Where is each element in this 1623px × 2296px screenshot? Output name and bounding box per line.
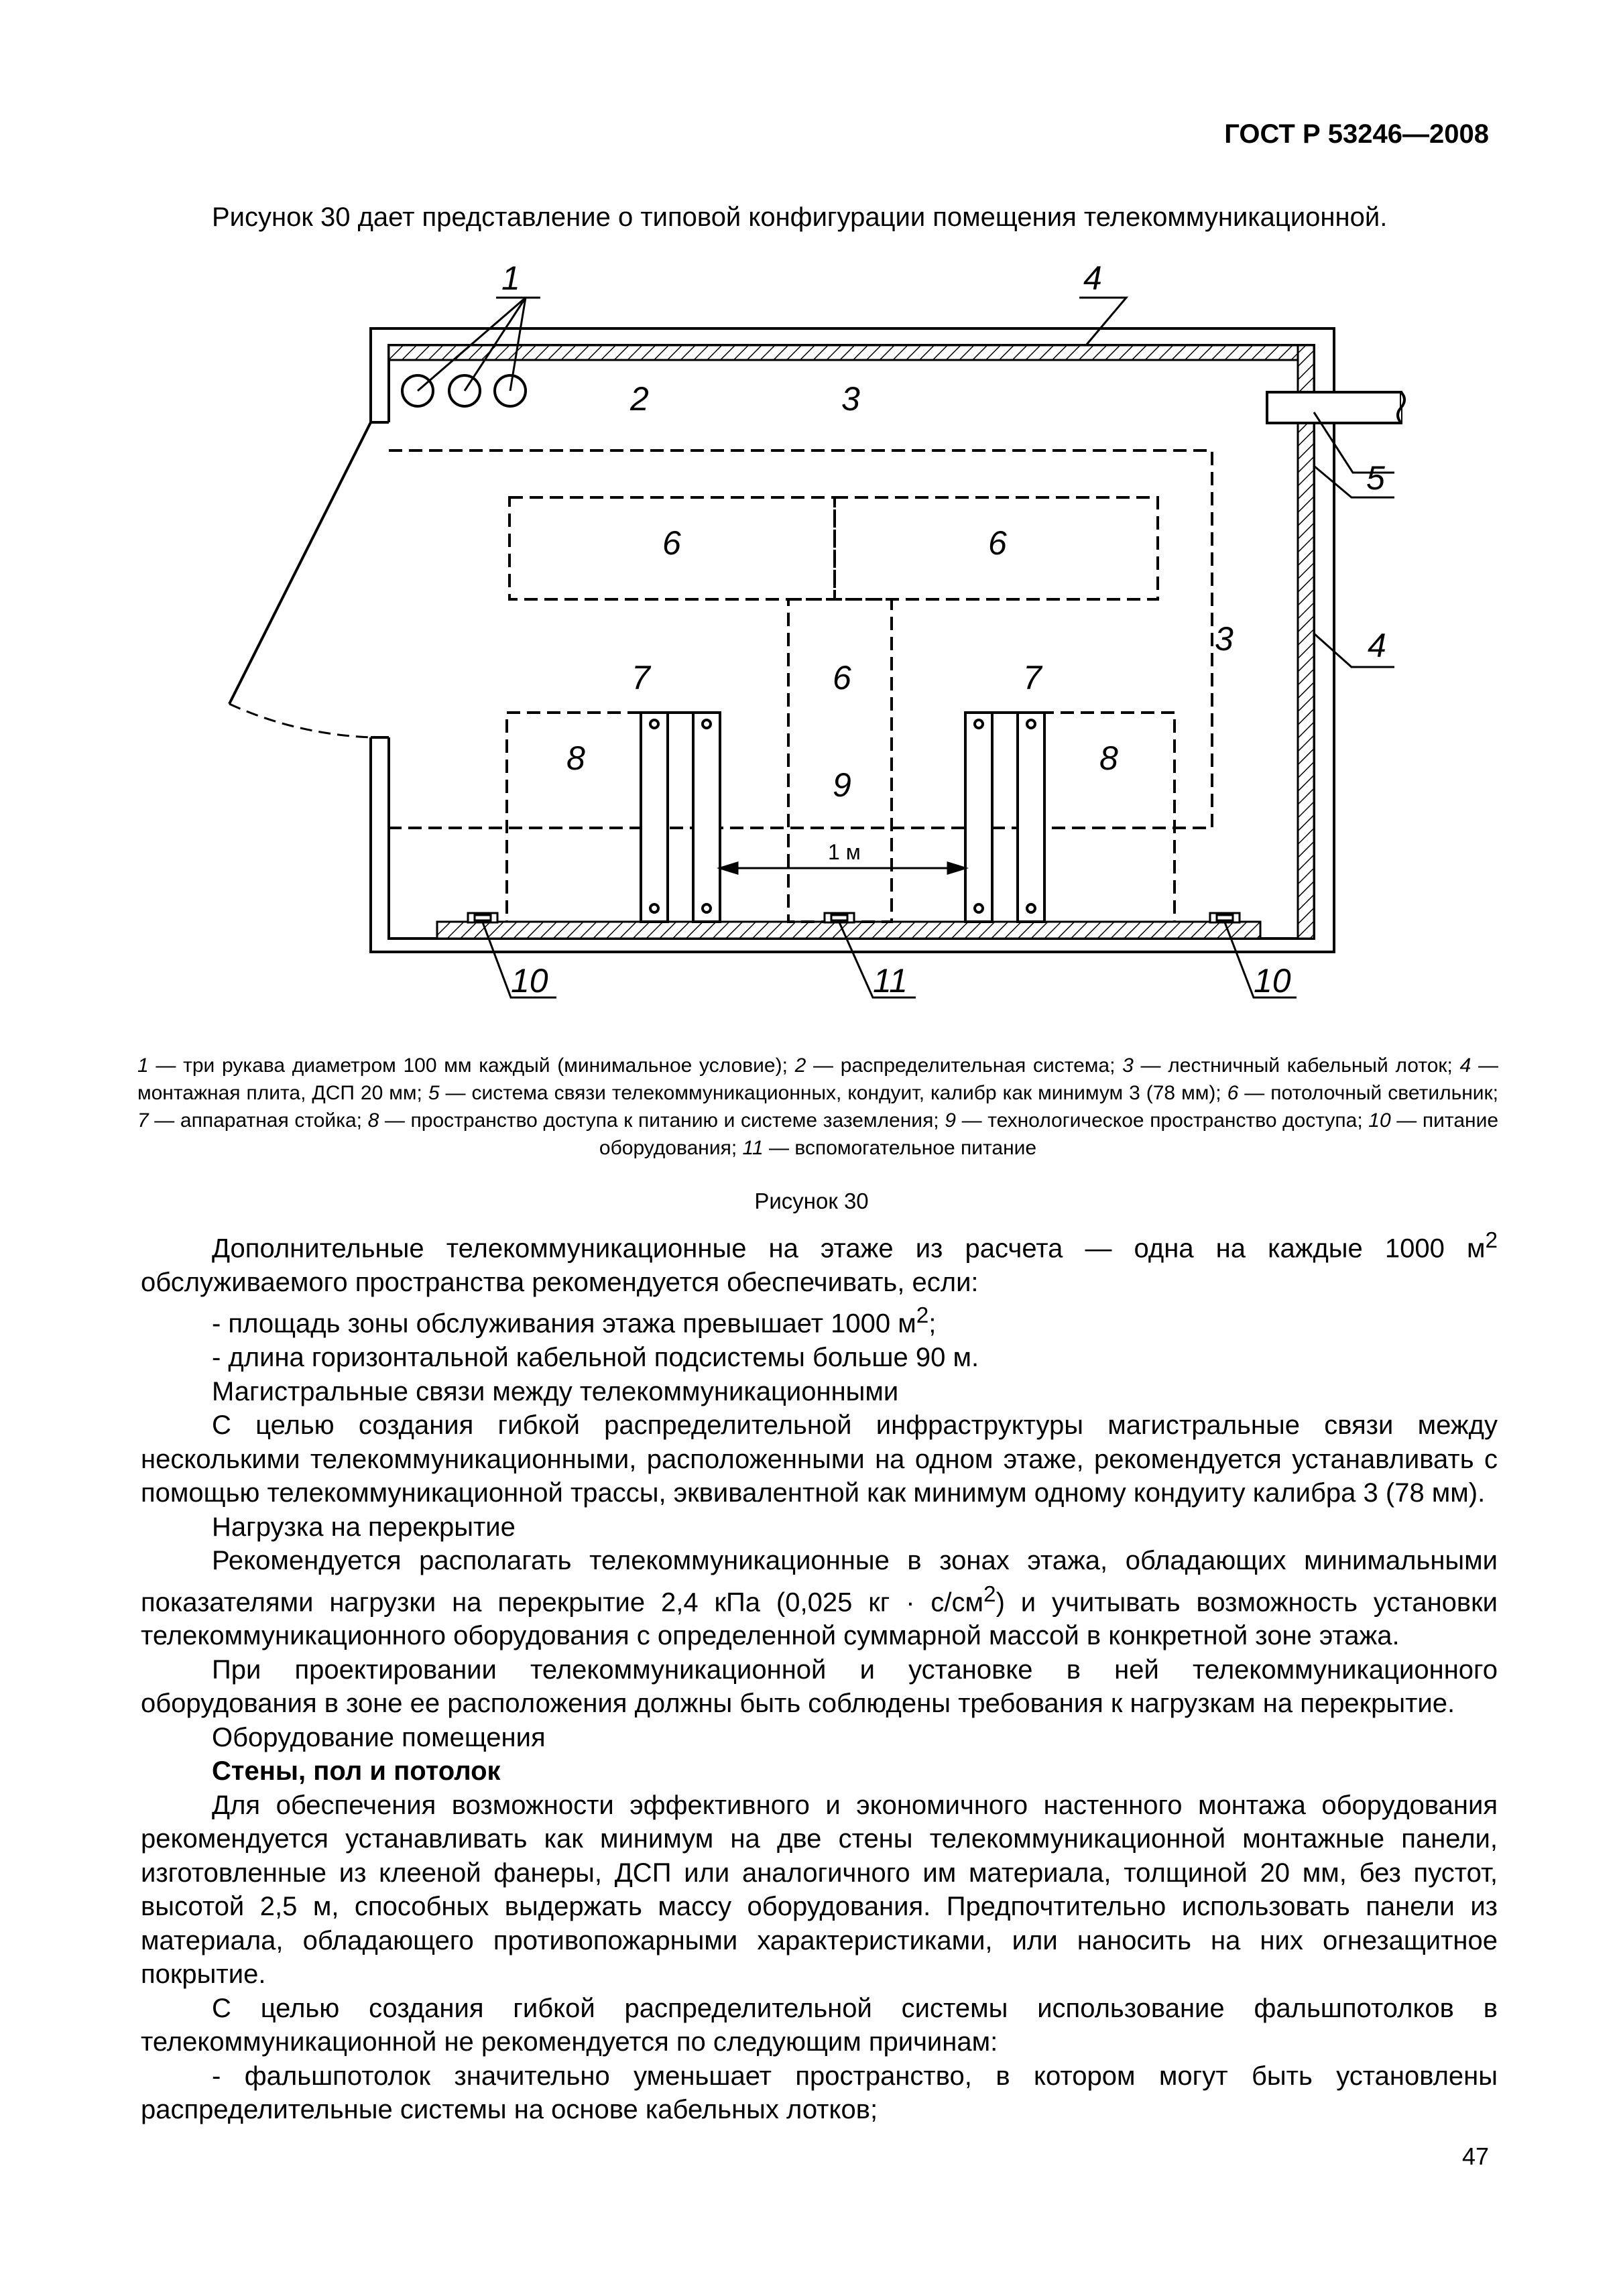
standard-header: ГОСТ Р 53246—2008 <box>1224 119 1489 149</box>
label-3-right: 3 <box>1215 620 1234 658</box>
legend-item: 5 — система связи телекоммуникационных, кондуит, калибр как минимум 3 (78 мм); <box>428 1082 1227 1104</box>
legend-item: 7 — аппаратная стойка; <box>137 1109 368 1132</box>
section-heading: Нагрузка на перекрытие <box>212 1512 516 1542</box>
paragraph: С целью создания гибкой распределительной системы использование фальшпотолков в телекоммуникационной не рекомендуется по следующим причинам: <box>141 1993 1498 2057</box>
room-layout-figure <box>201 255 1435 1039</box>
conduit <box>1267 392 1404 423</box>
sleeves <box>402 375 526 406</box>
mounting-plate-right <box>1298 345 1314 939</box>
paragraph: Дополнительные телекоммуникационные на этаже из расчета — одна на каждые 1000 $м^2$ обслуживаемого пространства рекомендуется обеспечивать, если: <box>141 1228 1498 1297</box>
label-4-top: 4 <box>1083 259 1102 297</box>
label-10-right: 10 <box>1254 962 1291 1000</box>
figure-labels <box>501 259 1386 1000</box>
door-swing-arc <box>229 704 371 737</box>
legend-item: 9 — технологическое пространство доступа; <box>945 1109 1369 1132</box>
paragraph: Для обеспечения возможности эффективного и экономичного настенного монтажа оборудования рекомендуется устанавливать как минимум на две стены телекоммуникационной монтажные панели, изготовленные из клееной фанеры, ДСП или аналогичного им материала, толщиной 20 мм, без пустот, высотой 2,5 м, способных выдержать массу оборудования. Предпочтительно использовать панели из материала, обладающего противопожарными характеристиками, или наносить на них огнезащитное покрытие. <box>141 1790 1498 1990</box>
label-dimension: 1 м <box>828 840 861 864</box>
mounting-plate-top <box>389 345 1314 360</box>
legend-item: 2 — распределительная система; <box>794 1054 1123 1077</box>
label-5: 5 <box>1366 459 1385 497</box>
label-6-center: 6 <box>833 659 851 697</box>
leaders <box>483 298 1394 998</box>
rack-left <box>641 713 720 922</box>
label-9: 9 <box>833 766 851 804</box>
label-7-right: 7 <box>1023 659 1042 697</box>
figure-title: Рисунок 30 <box>754 1189 869 1213</box>
legend-item: 10 — питание оборудования; <box>599 1109 1499 1159</box>
page-number: 47 <box>1461 2142 1489 2170</box>
legend-item: 6 — потолочный светильник; <box>1227 1082 1498 1104</box>
label-2: 2 <box>630 380 649 418</box>
paragraph: Рекомендуется располагать телекоммуникационные в зонах этажа, обладающих минимальными показателями нагрузки на перекрытие 2,4 кПа (0,025 кг · $с/см^2$) и учитывать возможность установки телекоммуникационного оборудования с определенной суммарной массой в конкретной зоне этажа. <box>141 1546 1498 1651</box>
paragraph: При проектировании телекоммуникационной и установке в ней телекоммуникационного оборудования в зоне ее расположения должны быть соблюдены требования к нагрузкам на перекрытие. <box>141 1654 1498 1719</box>
mounting-plate-bottom <box>437 922 1260 939</box>
label-8-left: 8 <box>566 739 585 777</box>
paragraph: С целью создания гибкой распределительной инфраструктуры магистральные связи между несколькими телекоммуникационными, расположенными на одном этаже, рекомендуется устанавливать с помощью телекоммуникационной трассы, эквивалентной как минимум одному кондуиту калибра 3 (78 мм). <box>141 1410 1498 1508</box>
label-7-left: 7 <box>632 659 650 697</box>
label-6-left: 6 <box>662 524 681 562</box>
label-6-right: 6 <box>988 524 1007 562</box>
label-8-right: 8 <box>1099 739 1118 777</box>
power-access-spaces <box>507 713 1175 922</box>
legend-item: 11 — вспомогательное питание <box>742 1137 1037 1159</box>
list-item: - площадь зоны обслуживания этажа превышает 1000 $м^2$; <box>212 1303 937 1339</box>
figure-legend <box>137 1052 1498 1162</box>
list-item: - длина горизонтальной кабельной подсистемы больше 90 м. <box>212 1343 979 1373</box>
rack-right <box>965 713 1044 922</box>
intro-paragraph: Рисунок 30 дает представление о типовой конфигурации помещения телекоммуникационной. <box>212 202 1388 232</box>
legend-item: 4 — монтажная плита, ДСП 20 мм; <box>137 1054 1498 1104</box>
ladder-cable-tray <box>389 450 1212 828</box>
subsection-heading: Стены, пол и потолок <box>212 1756 501 1787</box>
door-leaf <box>229 422 371 704</box>
label-10-left: 10 <box>511 962 548 1000</box>
dimension-line <box>720 863 965 873</box>
body-text <box>141 1224 1498 2127</box>
room-layout-diagram <box>201 255 1435 1039</box>
label-11: 11 <box>873 962 908 1000</box>
legend-item: 8 — пространство доступа к питанию и системе заземления; <box>367 1109 945 1132</box>
label-3-top: 3 <box>841 380 860 418</box>
label-4-right: 4 <box>1368 627 1386 664</box>
legend-item: 1 — три рукава диаметром 100 мм каждый (минимальное условие); <box>137 1054 795 1077</box>
label-1: 1 <box>501 259 520 297</box>
section-heading: Оборудование помещения <box>212 1722 546 1752</box>
list-item: - фальшпотолок значительно уменьшает пространство, в котором могут быть установлены распределительные системы на основе кабельных лотков; <box>141 2061 1498 2125</box>
legend-item: 3 — лестничный кабельный лоток; <box>1122 1054 1460 1077</box>
section-heading: Магистральные связи между телекоммуникационными <box>212 1376 899 1406</box>
